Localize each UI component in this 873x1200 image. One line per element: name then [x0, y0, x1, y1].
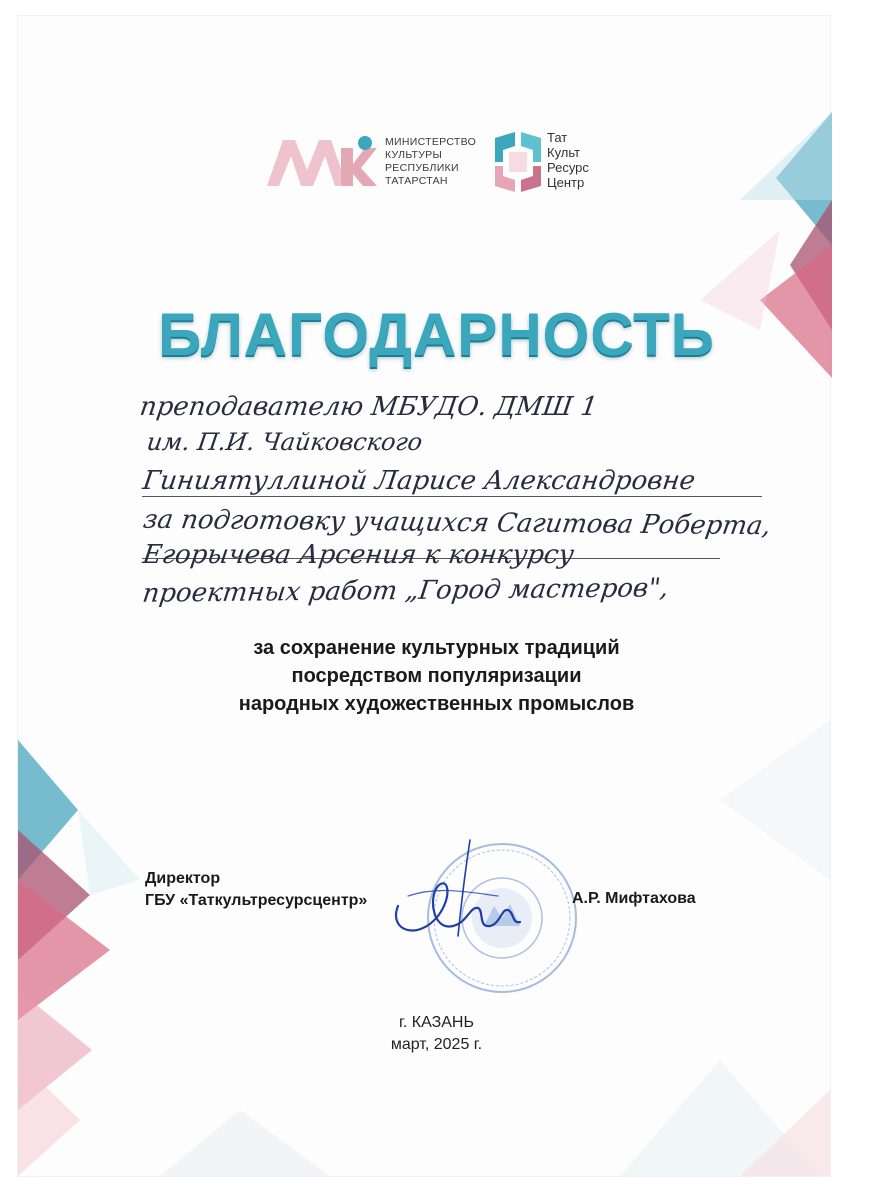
- position-line: Директор: [145, 870, 221, 887]
- date: март, 2025 г.: [390, 1036, 483, 1053]
- place-and-date: [0, 1012, 873, 1056]
- tkrc-line: Культ: [547, 145, 581, 160]
- handwritten-line-students-2: Егорычева Арсения к конкурсу: [140, 540, 576, 570]
- handwritten-line-students: за подготовку учащихся Сагитова Роберта,: [141, 504, 773, 542]
- ministry-line: МИНИСТЕРСТВО: [385, 136, 477, 148]
- header-logos: [265, 128, 605, 194]
- tkrc-line: Тат: [547, 130, 568, 145]
- signatory-name: А.Р. Мифтахова: [572, 890, 696, 907]
- handwritten-line-recipient: Гиниятуллиной Ларисе Александровне: [140, 466, 698, 496]
- tkrc-line: Ресурс: [547, 160, 589, 175]
- handwritten-line-contest: проектных работ „Город мастеров",: [140, 573, 671, 609]
- reason-line: народных художественных промыслов: [238, 693, 635, 715]
- ministry-line: КУЛЬТУРЫ: [385, 149, 443, 161]
- city: г. КАЗАНЬ: [399, 1014, 474, 1031]
- signatory-position: [145, 868, 367, 912]
- reason-line: за сохранение культурных традиций: [253, 637, 620, 659]
- ministry-line: ТАТАРСТАН: [385, 175, 448, 187]
- reason-line: посредством популяризации: [291, 665, 582, 687]
- certificate-title: БЛАГОДАРНОСТЬ: [158, 301, 715, 368]
- ministry-line: РЕСПУБЛИКИ: [385, 162, 459, 174]
- handwritten-line-position: преподавателю МБУДО. ДМШ 1: [137, 392, 600, 422]
- reason-text: [0, 634, 873, 718]
- tatkultresurscentr-logo-icon: [495, 132, 541, 192]
- tkrc-line: Центр: [547, 175, 585, 190]
- handwritten-line-school: им. П.И. Чайковского: [145, 428, 425, 456]
- ministry-name: [385, 136, 476, 188]
- position-line: ГБУ «Таткультресурсцентр»: [145, 892, 368, 909]
- tatkultresurscentr-name: [547, 130, 589, 190]
- underline: [142, 496, 762, 497]
- handwritten-signature: [378, 836, 538, 956]
- ministry-logo-icon: [265, 134, 377, 190]
